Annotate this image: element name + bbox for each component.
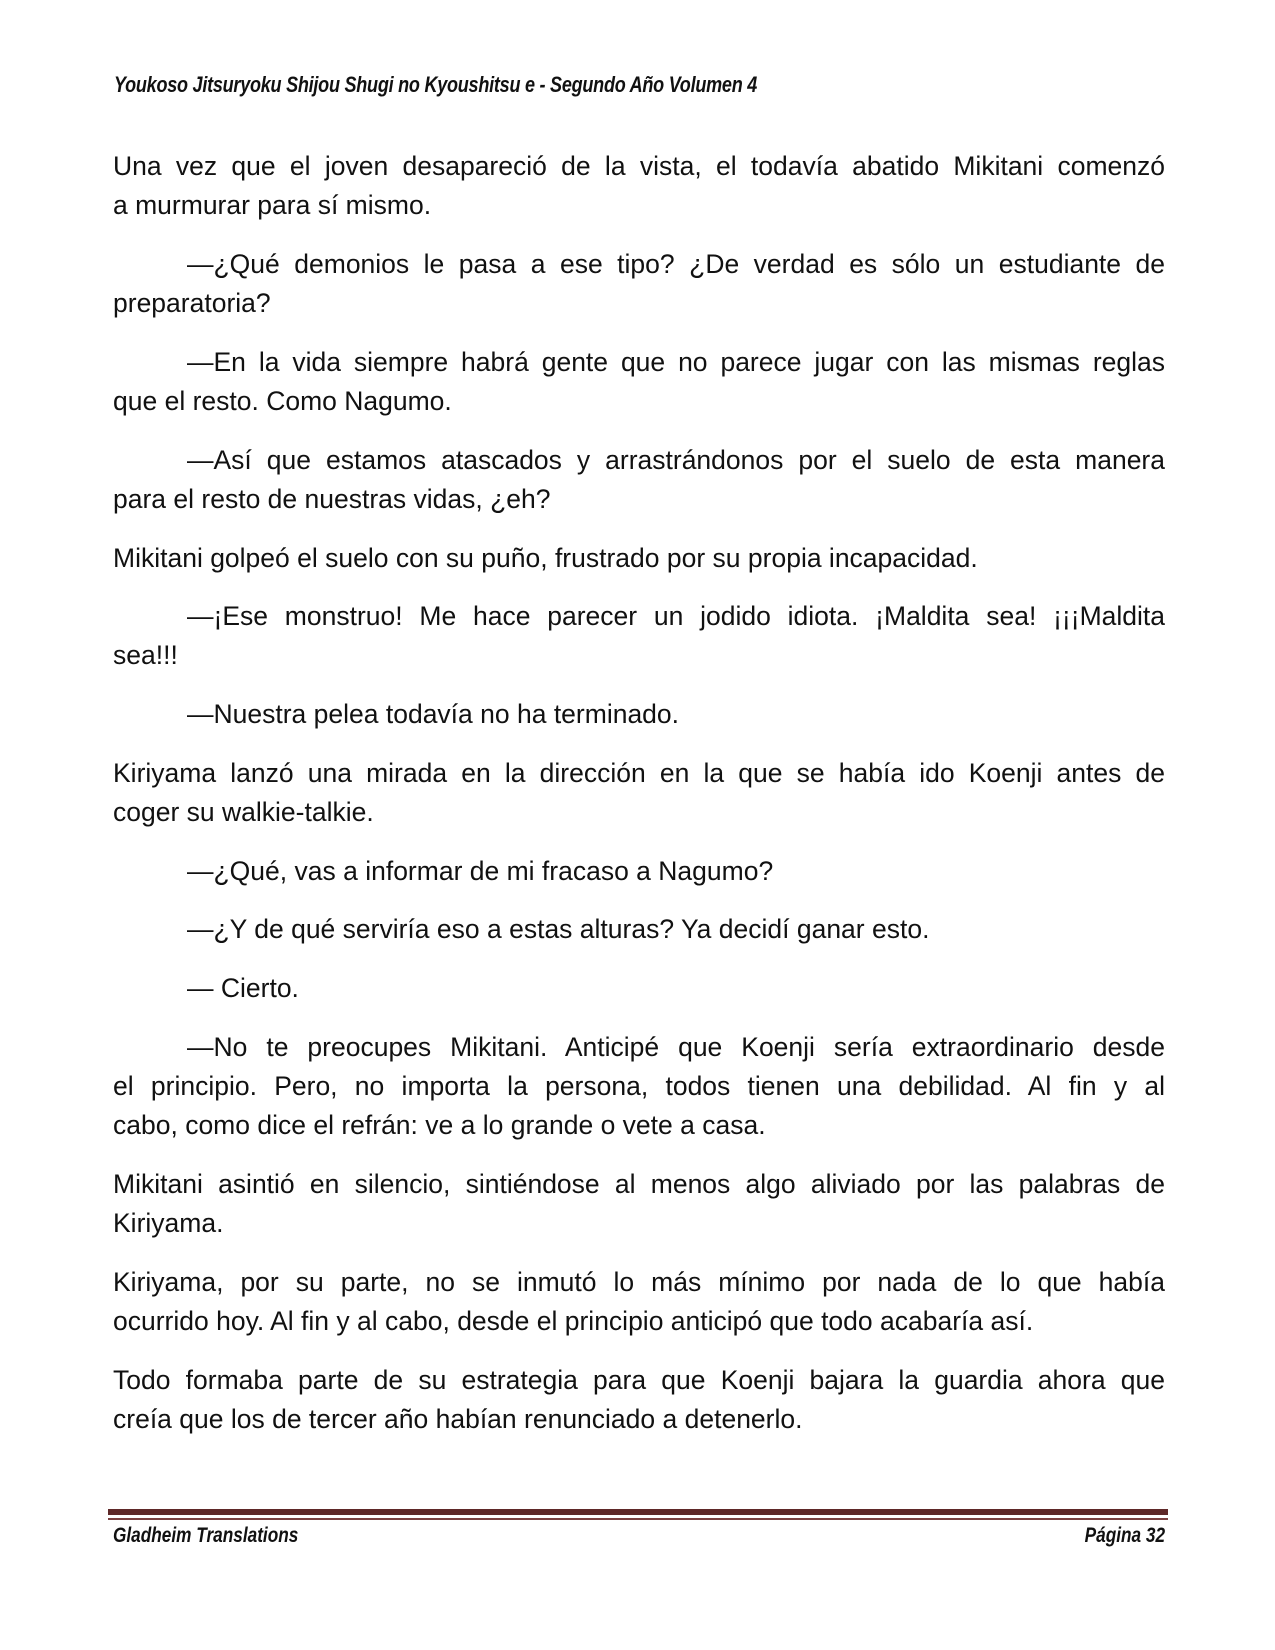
- running-header: Youkoso Jitsuryoku Shijou Shugi no Kyoushitsu e - Segundo Año Volumen 4: [114, 72, 758, 97]
- text-line: —¿Y de qué serviría eso a estas alturas? Ya decidí ganar esto.: [187, 914, 930, 945]
- dialogue-paragraph: [113, 910, 1165, 949]
- text-line: a murmurar para sí mismo.: [113, 190, 432, 221]
- dialogue-paragraph: [113, 852, 1165, 891]
- text-line: el principio. Pero, no importa la persona, todos tienen una debilidad. Al fin y al: [113, 1070, 1165, 1101]
- text-line: coger su walkie-talkie.: [113, 796, 374, 827]
- text-line: creía que los de tercer año habían renunciado a detenerlo.: [113, 1403, 803, 1434]
- page-body: [113, 147, 1165, 1458]
- text-line: preparatoria?: [113, 288, 271, 319]
- narration-paragraph: [113, 1165, 1165, 1243]
- narration-paragraph: [113, 147, 1165, 225]
- narration-paragraph: [113, 1361, 1165, 1439]
- text-line: — Cierto.: [187, 973, 299, 1003]
- footer-rule-thin: [108, 1518, 1168, 1520]
- text-line: —¿Qué demonios le pasa a ese tipo? ¿De verdad es sólo un estudiante de: [187, 248, 1165, 279]
- text-line: Una vez que el joven desapareció de la vista, el todavía abatido Mikitani comenzó: [113, 151, 1165, 181]
- text-line: —¡Ese monstruo! Me hace parecer un jodido idiota. ¡Maldita sea! ¡¡¡Maldita: [187, 601, 1165, 632]
- dialogue-paragraph: [113, 343, 1165, 421]
- dialogue-paragraph: [113, 441, 1165, 519]
- text-line: Mikitani golpeó el suelo con su puño, frustrado por su propia incapacidad.: [113, 542, 978, 573]
- dialogue-paragraph: [113, 695, 1165, 734]
- text-line: para el resto de nuestras vidas, ¿eh?: [113, 483, 551, 514]
- text-line: Kiriyama, por su parte, no se inmutó lo más mínimo por nada de lo que había: [113, 1266, 1165, 1297]
- text-line: Kiriyama.: [113, 1207, 224, 1238]
- text-line: —No te preocupes Mikitani. Anticipé que Koenji sería extraordinario desde: [187, 1031, 1165, 1062]
- text-line: Kiriyama lanzó una mirada en la dirección en la que se había ido Koenji antes de: [113, 757, 1165, 788]
- text-line: Mikitani asintió en silencio, sintiéndose al menos algo aliviado por las palabras de: [113, 1168, 1165, 1199]
- text-line: sea!!!: [113, 640, 178, 671]
- narration-paragraph: [113, 754, 1165, 832]
- text-line: —Así que estamos atascados y arrastrándonos por el suelo de esta manera: [187, 444, 1165, 475]
- text-line: Todo formaba parte de su estrategia para que Koenji bajara la guardia ahora que: [113, 1364, 1165, 1395]
- dialogue-paragraph: [113, 969, 1165, 1008]
- text-line: cabo, como dice el refrán: ve a lo grande o vete a casa.: [113, 1110, 766, 1141]
- narration-paragraph: [113, 539, 1165, 578]
- dialogue-paragraph: [113, 1028, 1165, 1146]
- footer-page-number: Página 32: [1084, 1524, 1165, 1547]
- text-line: —Nuestra pelea todavía no ha terminado.: [187, 699, 680, 730]
- footer-publisher: Gladheim Translations: [113, 1524, 299, 1547]
- text-line: ocurrido hoy. Al fin y al cabo, desde el principio anticipó que todo acabaría así.: [113, 1305, 1034, 1336]
- text-line: —¿Qué, vas a informar de mi fracaso a Nagumo?: [187, 855, 774, 886]
- footer-rule-thick: [108, 1509, 1168, 1515]
- text-line: —En la vida siempre habrá gente que no parece jugar con las mismas reglas: [187, 346, 1165, 377]
- dialogue-paragraph: [113, 597, 1165, 675]
- narration-paragraph: [113, 1263, 1165, 1341]
- dialogue-paragraph: [113, 245, 1165, 323]
- text-line: que el resto. Como Nagumo.: [113, 385, 452, 416]
